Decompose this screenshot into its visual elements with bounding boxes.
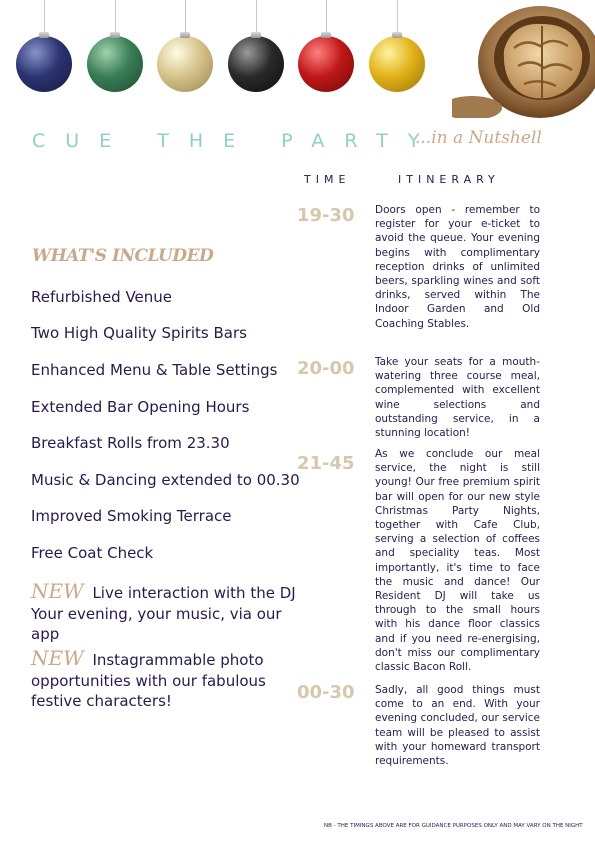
included-item: Improved Smoking Terrace [31,507,232,525]
itinerary-text: As we conclude our meal service, the night is still young! Our free premium spirit bar will open for our new style Christmas Party Nights, together with Cafe Club, serving a selection of coffees and speciality teas. Most importantly, it's time to face the music and dance! Our Resident DJ will take us through to the small hours with his dance floor classics and if you need re-energising, don't miss our complimentary classic Bacon Roll. [375,448,540,674]
new-feature-item [31,581,306,645]
tagline: ...in a Nutshell [415,128,542,148]
new-badge: NEW [31,579,84,603]
red-bauble-icon [298,36,354,92]
included-item: Free Coat Check [31,544,154,562]
champagne-bauble-icon [157,36,213,92]
itinerary-text: Sadly, all good things must come to an end. With your evening concluded, our service team will be pleased to assist with your homeward transport requirements. [375,684,540,768]
black-bauble-icon [228,36,284,92]
time-slot: 20-00 [297,358,355,379]
time-slot: 00-30 [297,682,355,703]
time-slot: 21-45 [297,453,355,474]
ornament-row [0,0,440,100]
itinerary-text: Take your seats for a mouth-watering three course meal, complemented with excellent wine selections and outstanding service, in a stunning location! [375,356,540,440]
included-item: Music & Dancing extended to 00.30 [31,471,300,489]
footnote: NB - THE TIMINGS ABOVE ARE FOR GUIDANCE PURPOSES ONLY AND MAY VARY ON THE NIGHT [324,823,583,829]
time-slot: 19-30 [297,205,355,226]
included-item: Two High Quality Spirits Bars [31,324,247,342]
gold-bauble-icon [369,36,425,92]
included-item: Refurbished Venue [31,288,173,306]
included-item: Extended Bar Opening Hours [31,398,250,416]
navy-bauble-icon [16,36,72,92]
included-item: Breakfast Rolls from 23.30 [31,434,230,452]
green-bauble-icon [87,36,143,92]
new-badge: NEW [31,646,84,670]
included-heading: WHAT'S INCLUDED [32,246,214,266]
column-header-itinerary: ITINERARY [398,173,500,186]
page-title: CUE THE PARTY [32,130,440,152]
walnut-image [452,0,595,118]
column-header-time: TIME [304,173,351,186]
new-feature-text: Live interaction with the DJ Your evening, your music, via our app [31,584,296,643]
included-item: Enhanced Menu & Table Settings [31,361,278,379]
new-feature-item [31,648,306,712]
new-feature-text: Instagrammable photo opportunities with our fabulous festive characters! [31,651,266,710]
itinerary-text: Doors open - remember to register for your e-ticket to avoid the queue. Your evening begins with complimentary reception drinks of unlimited beers, sparkling wines and soft drinks, served within The Indoor Garden and Old Coaching Stables. [375,204,540,330]
